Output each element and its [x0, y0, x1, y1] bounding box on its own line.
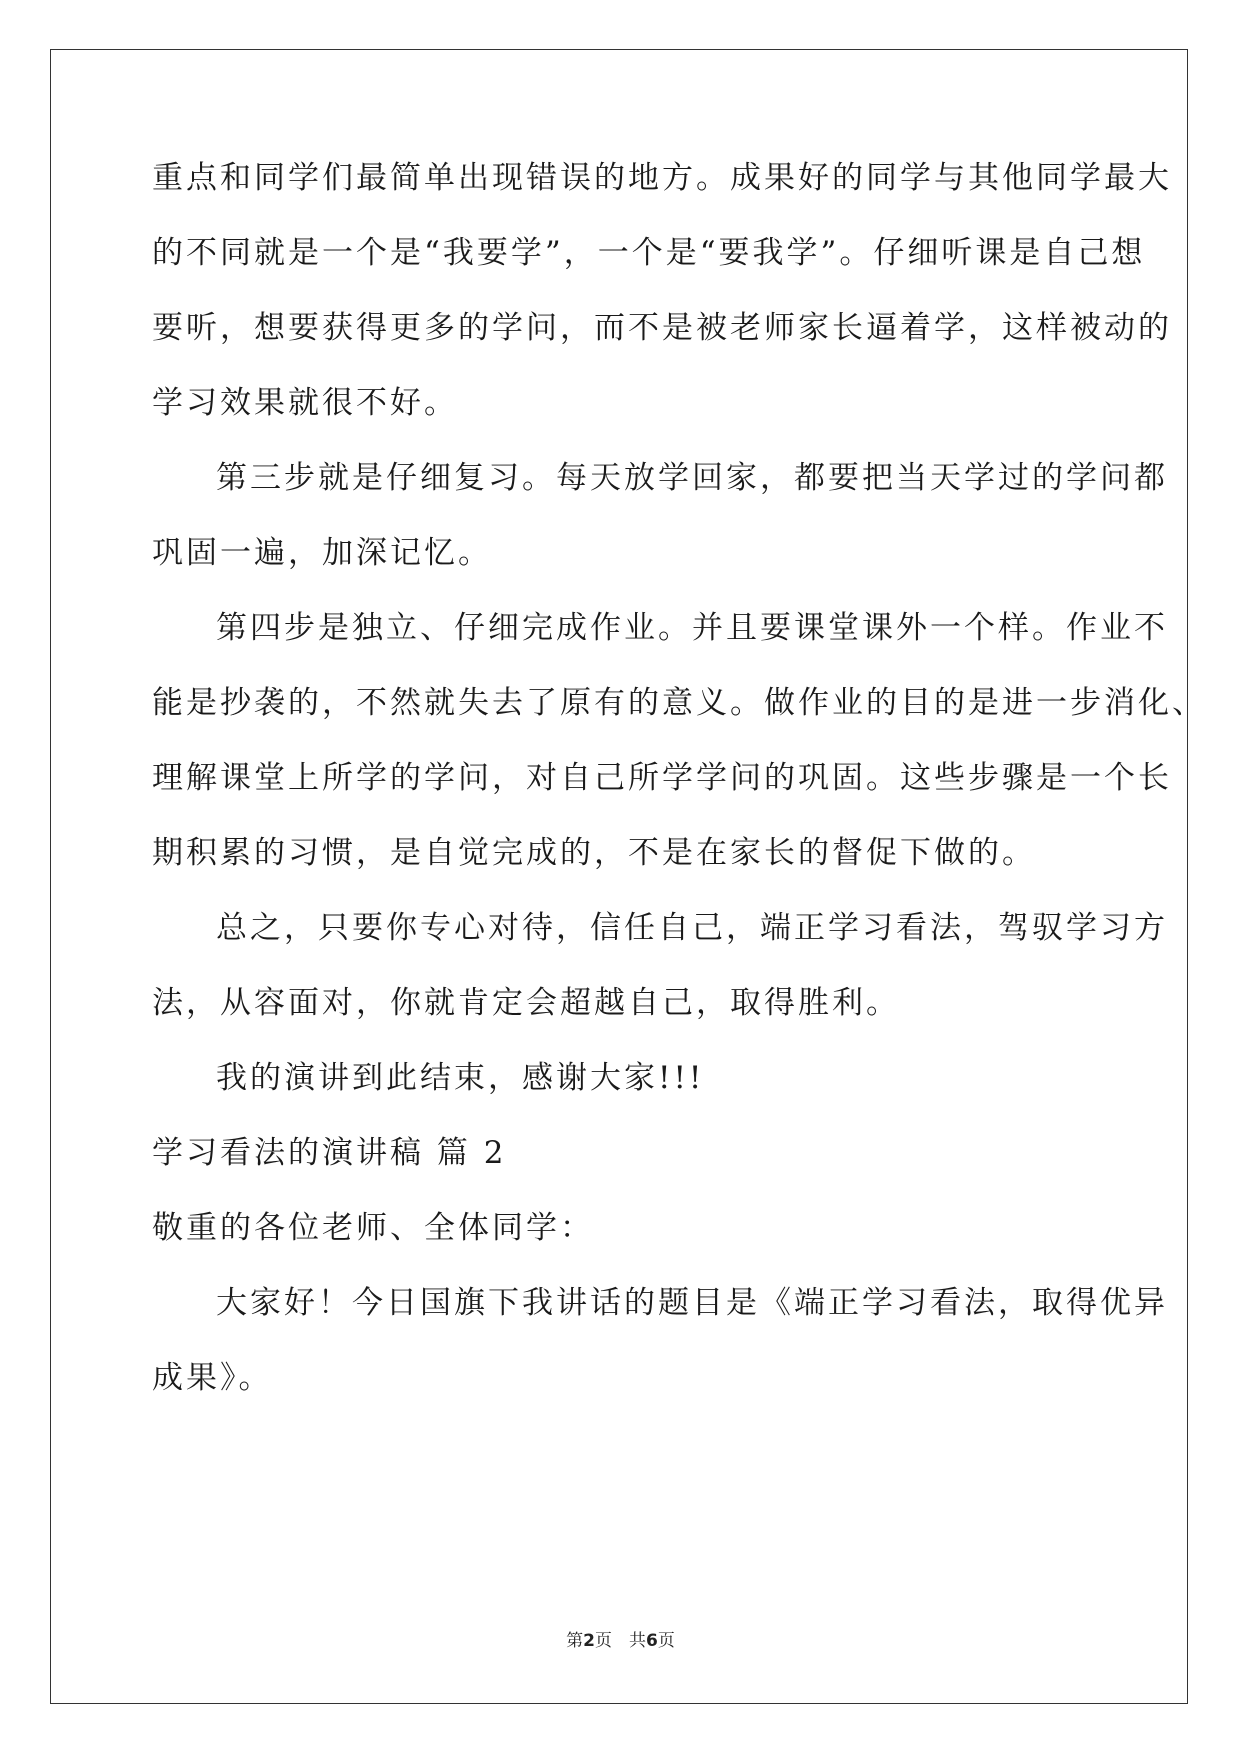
paragraph-line: 的不同就是一个是“我要学”，一个是“要我学”。仔细听课是自己想 — [152, 235, 1146, 271]
paragraph-line: 第三步就是仔细复习。每天放学回家，都要把当天学过的学问都 — [216, 460, 1168, 496]
footer-page-mid: 页 共 — [595, 1631, 646, 1651]
paragraph-line: 期积累的习惯，是自觉完成的，不是在家长的督促下做的。 — [152, 835, 1036, 871]
paragraph-line: 巩固一遍，加深记忆。 — [152, 535, 492, 571]
footer-page-prefix: 第 — [566, 1631, 584, 1651]
salutation: 敬重的各位老师、全体同学： — [152, 1210, 594, 1246]
paragraph-line: 第四步是独立、仔细完成作业。并且要课堂课外一个样。作业不 — [216, 610, 1168, 646]
footer-page-suffix: 页 — [657, 1631, 675, 1651]
footer-page-number: 2 — [583, 1631, 595, 1651]
paragraph-line: 重点和同学们最简单出现错误的地方。成果好的同学与其他同学最大 — [152, 160, 1172, 196]
paragraph-line: 大家好！今日国旗下我讲话的题目是《端正学习看法，取得优异 — [216, 1285, 1168, 1321]
paragraph-line: 总之，只要你专心对待，信任自己，端正学习看法，驾驭学习方 — [216, 910, 1168, 946]
paragraph-line: 能是抄袭的，不然就失去了原有的意义。做作业的目的是进一步消化、 — [152, 685, 1206, 721]
paragraph-line: 要听，想要获得更多的学问，而不是被老师家长逼着学，这样被动的 — [152, 310, 1172, 346]
paragraph-line: 法，从容面对，你就肯定会超越自己，取得胜利。 — [152, 985, 900, 1021]
paragraph-line: 我的演讲到此结束，感谢大家!!! — [216, 1060, 705, 1096]
page-border — [50, 49, 1188, 1704]
paragraph-line: 成果》。 — [152, 1360, 273, 1396]
paragraph-line: 理解课堂上所学的学问，对自己所学学问的巩固。这些步骤是一个长 — [152, 760, 1172, 796]
paragraph-line: 学习效果就很不好。 — [152, 385, 458, 421]
page-footer — [0, 1626, 1241, 1651]
footer-total-pages: 6 — [646, 1631, 658, 1651]
section-heading: 学习看法的演讲稿 篇 2 — [152, 1135, 507, 1171]
